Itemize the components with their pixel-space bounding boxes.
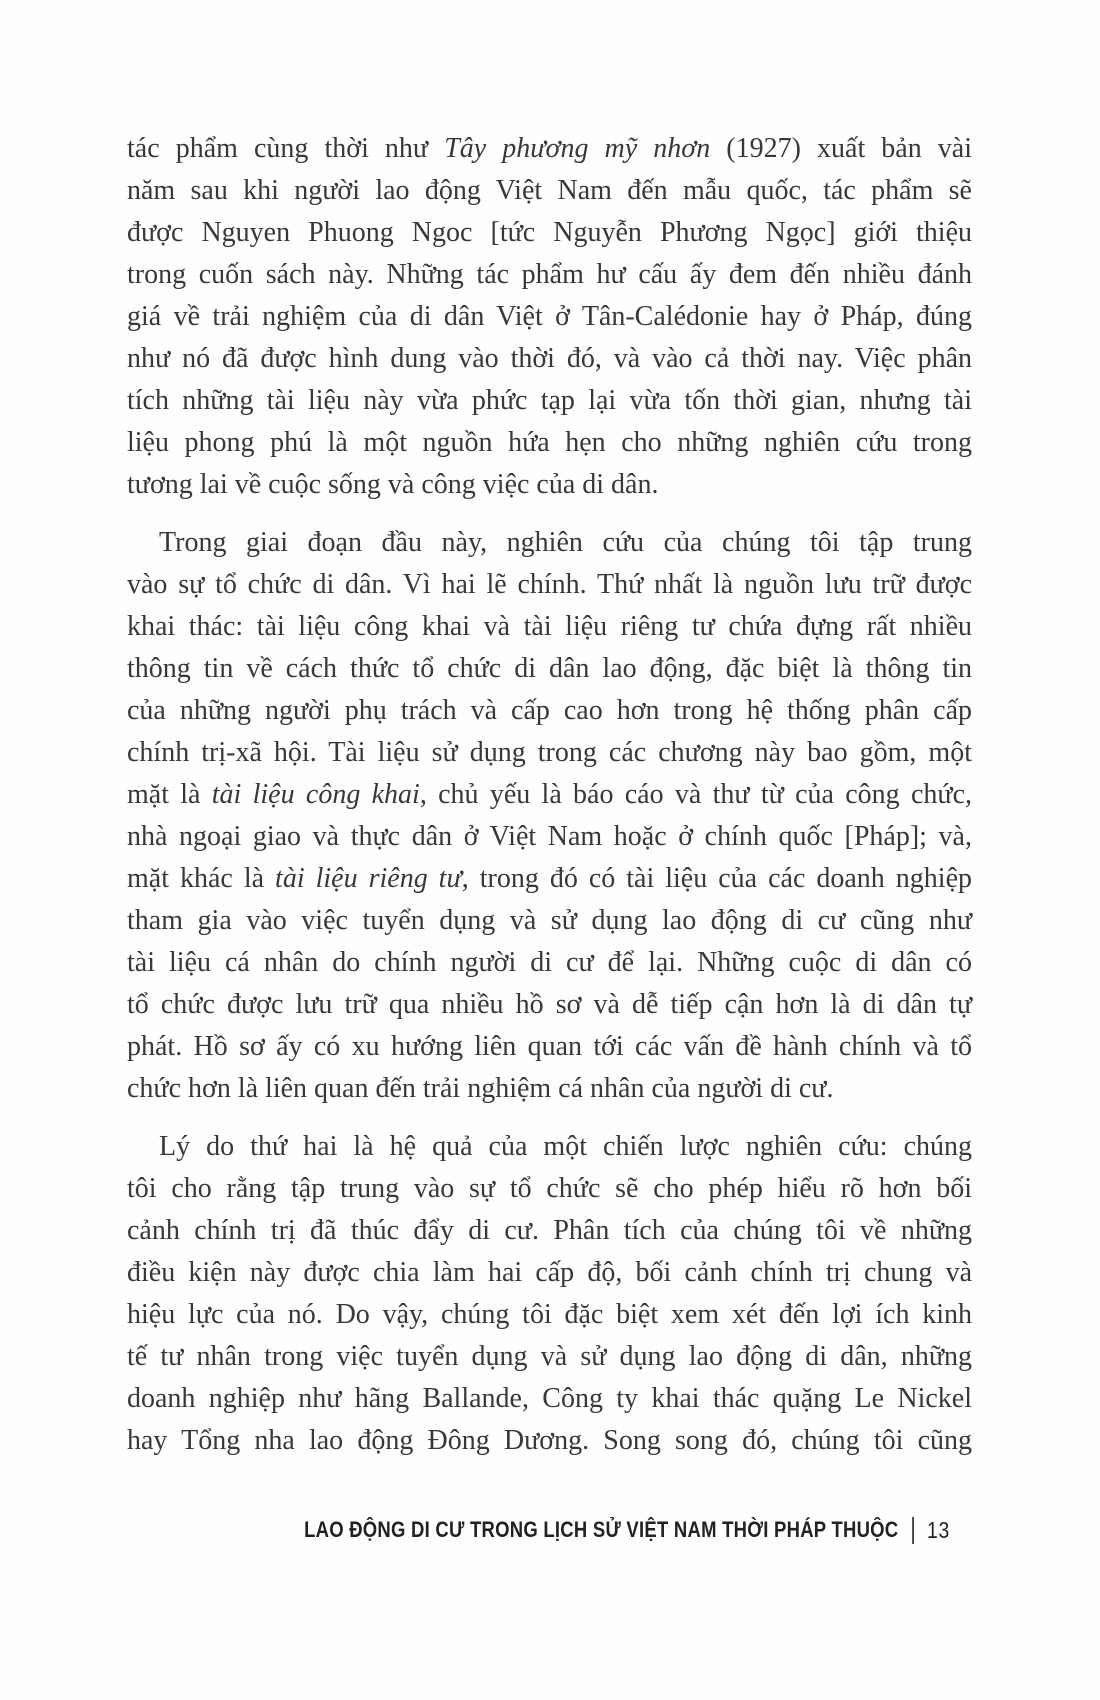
text-line [127,170,972,212]
text-segment: khai thác: tài liệu công khai và tài liệu riêng tư chứa đựng rất nhiều [127,611,972,642]
text-line [127,1210,972,1252]
text-line [127,1026,972,1068]
text-line [127,128,972,170]
text-segment: năm sau khi người lao động Việt Nam đến mẫu quốc, tác phẩm sẽ [127,175,972,206]
text-line [127,522,972,564]
text-segment: tích những tài liệu này vừa phức tạp lại vừa tốn thời gian, nhưng tài [127,385,972,416]
text-segment: mặt khác là [127,863,276,894]
text-segment: tác phẩm cùng thời như [127,133,445,164]
text-segment: , chủ yếu là báo cáo và thư từ của công chức, [419,779,972,810]
text-segment: thông tin về cách thức tổ chức di dân lao động, đặc biệt là thông tin [127,653,972,684]
text-line [127,774,972,816]
text-line [127,690,972,732]
text-segment: tổ chức được lưu trữ qua nhiều hồ sơ và dễ tiếp cận hơn là di dân tự [127,989,972,1020]
text-segment: chính trị-xã hội. Tài liệu sử dụng trong các chương này bao gồm, một [127,737,972,768]
text-line [127,296,972,338]
text-segment: chức hơn là liên quan đến trải nghiệm cá nhân của người di cư. [127,1073,834,1104]
text-segment: liệu phong phú là một nguồn hứa hẹn cho những nghiên cứu trong [127,427,972,458]
text-line [127,422,972,464]
italic-text-segment: tài liệu công khai [211,779,420,810]
text-line [127,1378,972,1420]
text-segment: doanh nghiệp như hãng Ballande, Công ty khai thác quặng Le Nickel [127,1383,972,1414]
running-title: LAO ĐỘNG DI CƯ TRONG LỊCH SỬ VIỆT NAM THỜI PHÁP THUỘC [303,1517,899,1542]
text-line [127,212,972,254]
text-line [127,816,972,858]
text-segment: hiệu lực của nó. Do vậy, chúng tôi đặc biệt xem xét đến lợi ích kinh [127,1299,972,1330]
text-column [127,128,972,1462]
text-segment: phát. Hồ sơ ấy có xu hướng liên quan tới các vấn đề hành chính và tổ [127,1031,972,1062]
text-segment: mặt là [127,779,212,810]
text-line [127,858,972,900]
footer-divider-line [912,1517,914,1544]
text-line [127,1420,972,1462]
text-segment: (1927) xuất bản vài [710,133,973,164]
italic-text-segment: tài liệu riêng tư [275,863,462,894]
text-line [127,1068,972,1110]
paragraph-1 [127,128,972,506]
paragraph-3 [127,1126,972,1462]
text-segment: trong cuốn sách này. Những tác phẩm hư cấu ấy đem đến nhiều đánh [127,259,972,290]
text-segment: điều kiện này được chia làm hai cấp độ, bối cảnh chính trị chung và [127,1257,972,1288]
page-footer [304,1514,950,1546]
text-line [127,464,972,506]
text-segment: Lý do thứ hai là hệ quả của một chiến lược nghiên cứu: chúng [159,1131,972,1162]
text-segment: của những người phụ trách và cấp cao hơn trong hệ thống phân cấp [127,695,972,726]
text-segment: tương lai về cuộc sống và công việc của di dân. [127,469,659,500]
text-line [127,1294,972,1336]
paragraph-2 [127,522,972,1110]
text-segment: tham gia vào việc tuyển dụng và sử dụng lao động di cư cũng như [127,905,972,936]
text-segment: hay Tổng nha lao động Đông Dương. Song song đó, chúng tôi cũng [127,1425,972,1456]
text-line [127,732,972,774]
text-line [127,984,972,1026]
text-line [127,380,972,422]
text-line [127,338,972,380]
text-segment: vào sự tổ chức di dân. Vì hai lẽ chính. Thứ nhất là nguồn lưu trữ được [127,569,972,600]
text-segment: tế tư nhân trong việc tuyển dụng và sử dụng lao động di dân, những [127,1341,972,1372]
text-segment: cảnh chính trị đã thúc đẩy di cư. Phân tích của chúng tôi về những [127,1215,972,1246]
text-line [127,648,972,690]
text-line [127,254,972,296]
italic-text-segment: Tây phương mỹ nhơn [444,133,711,164]
text-line [127,564,972,606]
text-line [127,1168,972,1210]
text-segment: tôi cho rằng tập trung vào sự tổ chức sẽ cho phép hiểu rõ hơn bối [127,1173,972,1204]
text-line [127,942,972,984]
page-number: 13 [926,1516,950,1543]
text-segment: nhà ngoại giao và thực dân ở Việt Nam hoặc ở chính quốc [Pháp]; và, [127,821,972,852]
text-segment: Trong giai đoạn đầu này, nghiên cứu của chúng tôi tập trung [159,527,972,558]
text-segment: được Nguyen Phuong Ngoc [tức Nguyễn Phương Ngọc] giới thiệu [127,217,972,248]
text-line [127,1336,972,1378]
text-line [127,1252,972,1294]
text-line [127,900,972,942]
text-segment: giá về trải nghiệm của di dân Việt ở Tân-Calédonie hay ở Pháp, đúng [127,301,972,332]
text-segment: , trong đó có tài liệu của các doanh nghiệp [461,863,972,894]
text-segment: tài liệu cá nhân do chính người di cư để lại. Những cuộc di dân có [127,947,972,978]
text-line [127,606,972,648]
text-segment: như nó đã được hình dung vào thời đó, và vào cả thời nay. Việc phân [127,343,972,374]
text-line [127,1126,972,1168]
